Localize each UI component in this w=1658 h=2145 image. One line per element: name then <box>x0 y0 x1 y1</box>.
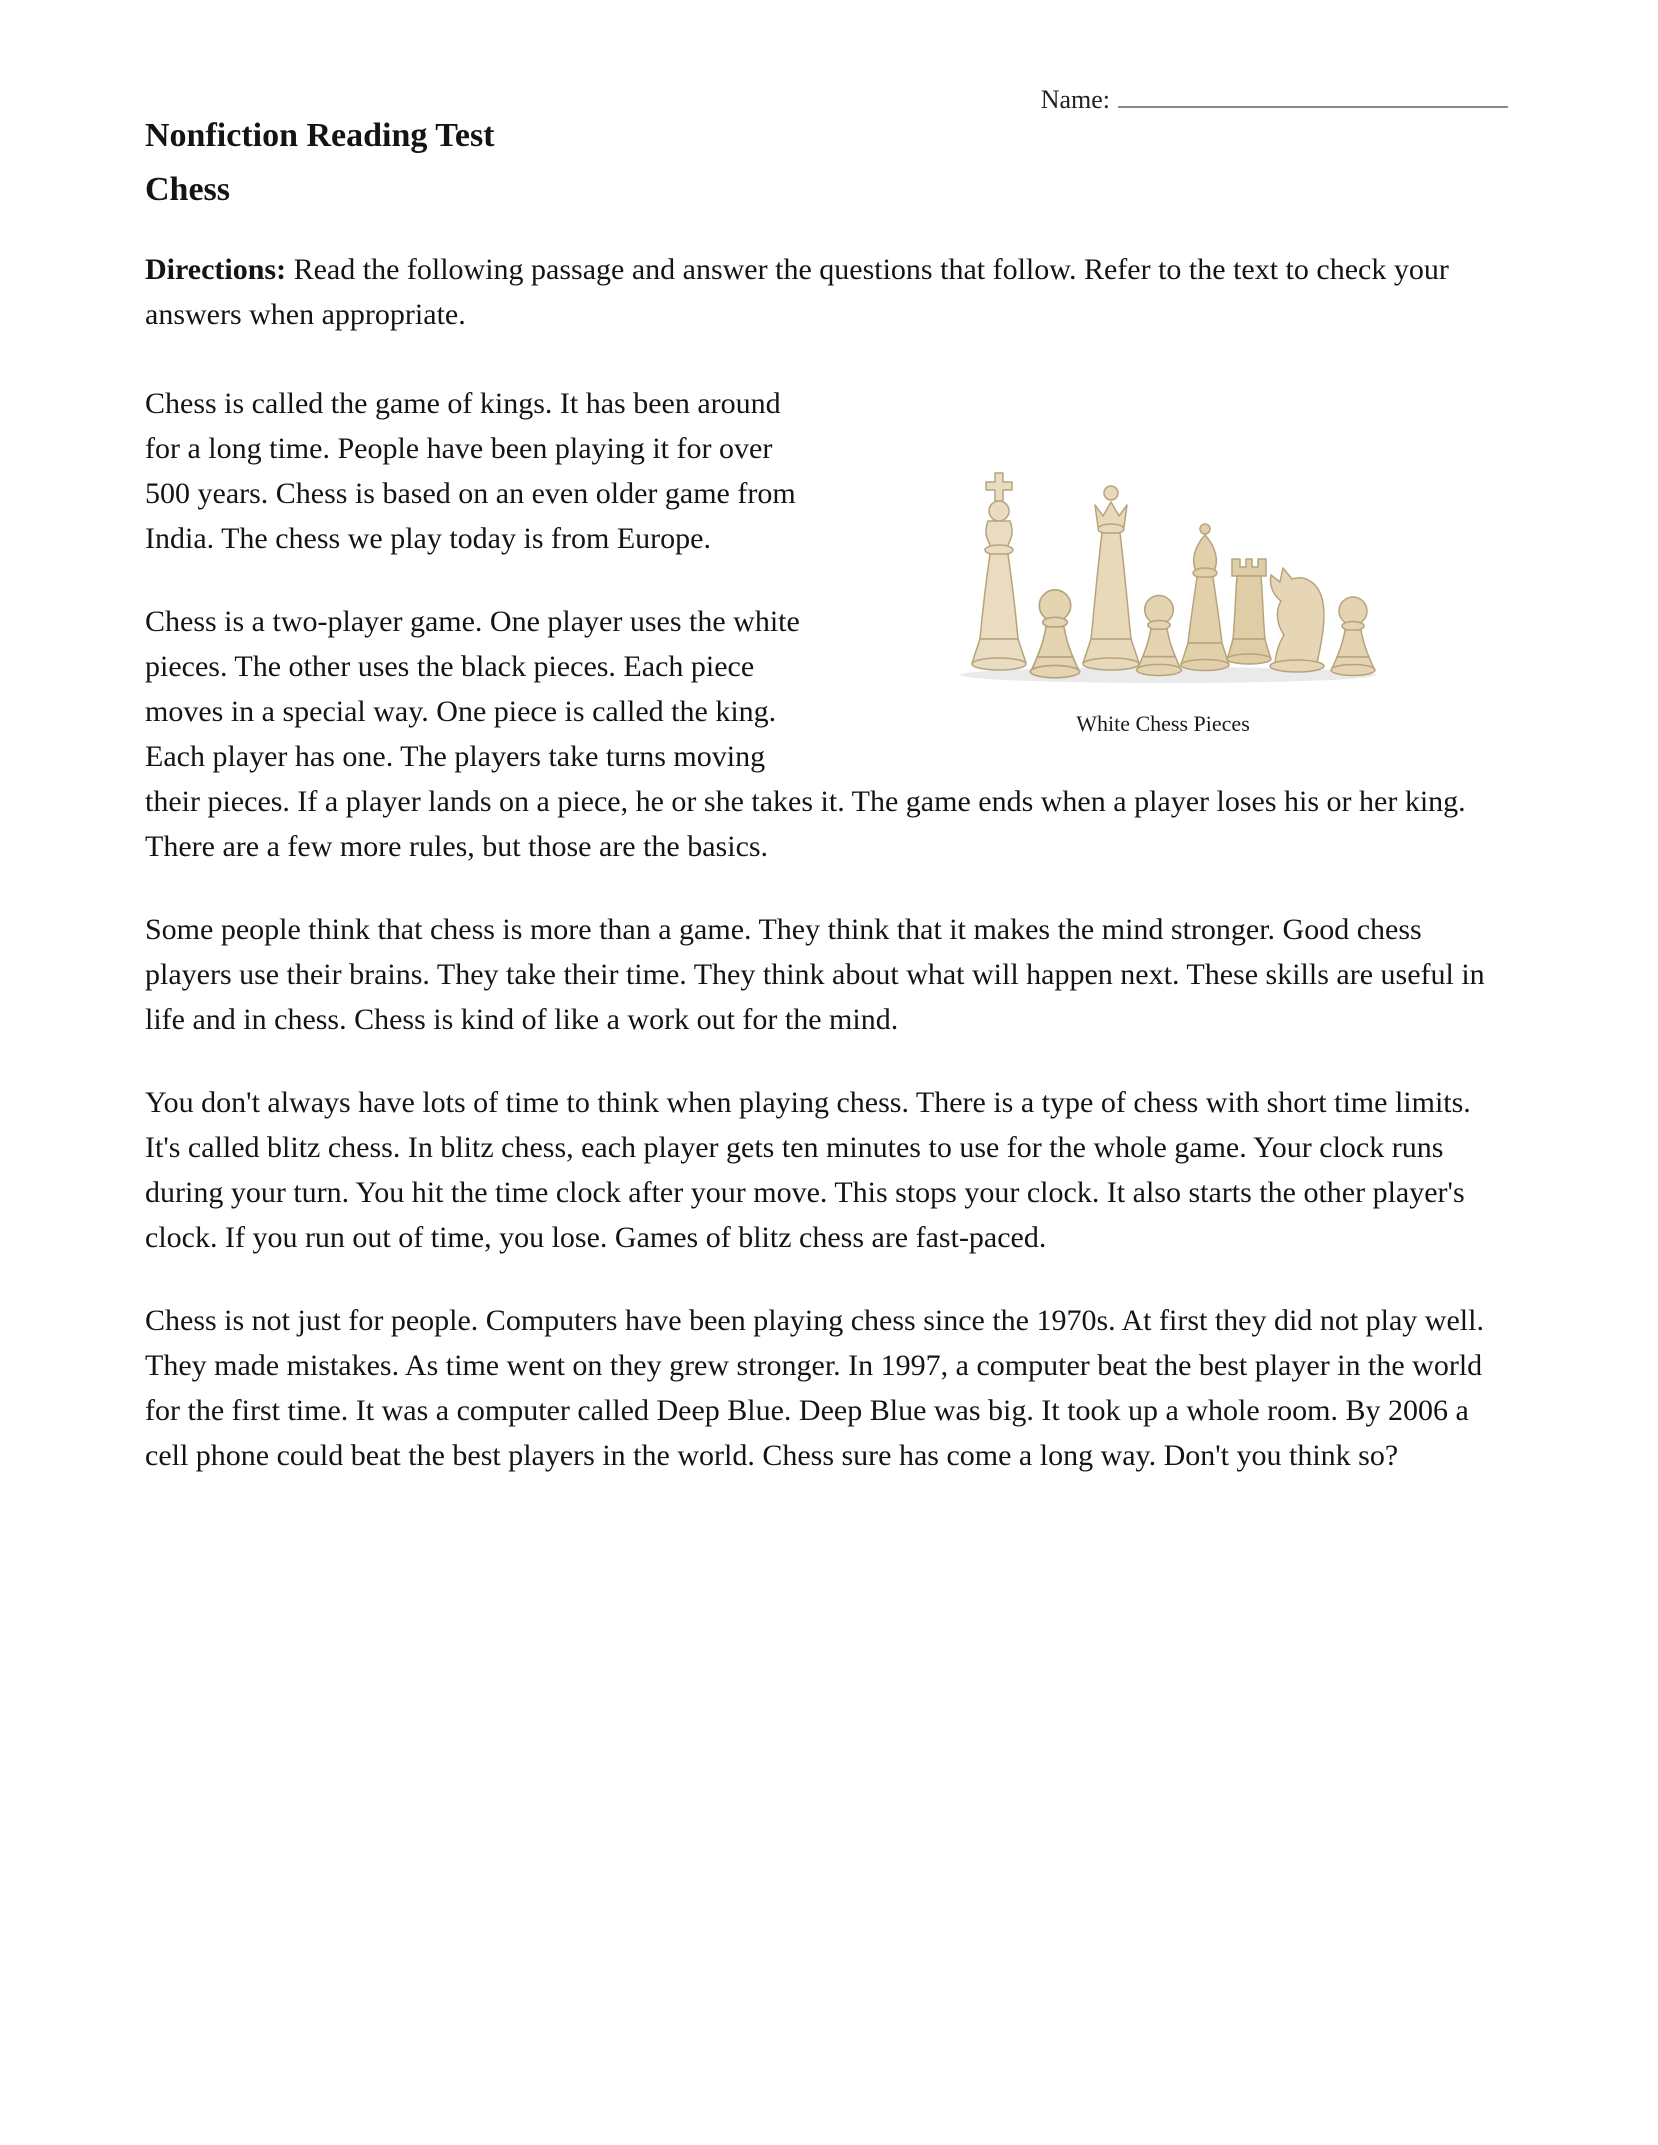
pawn-piece <box>1331 597 1375 676</box>
name-label: Name: <box>1040 85 1110 114</box>
passage-paragraph: Chess is a two-player game. One player uses the white pieces. The other uses the black pieces. Each piece moves in a special way. One piece is called the king. Each player has one. The players take turns moving their pieces. If a player lands on a piece, he or she takes it. The game ends when a player loses his or her king. There are a few more rules, but those are the basics. <box>145 605 1466 863</box>
chess-pieces-figure <box>818 437 1508 738</box>
name-row <box>145 80 1508 115</box>
passage <box>145 381 1508 1478</box>
passage-paragraph: Some people think that chess is more than a game. They think that it makes the mind stronger. Good chess players use their brains. They take their time. They think about what will happen next. These skills are useful in life and in chess. Chess is kind of like a work out for the mind. <box>145 913 1485 1036</box>
queen-piece <box>1083 486 1139 670</box>
name-blank-line <box>1118 80 1508 108</box>
title-block <box>145 119 1508 207</box>
directions-text: Read the following passage and answer the questions that follow. Refer to the text to check your answers when appropriate. <box>145 253 1449 331</box>
king-piece <box>972 473 1026 670</box>
pawn-piece <box>1030 590 1079 678</box>
chess-pieces-image <box>943 437 1383 687</box>
pawn-piece <box>1137 595 1182 675</box>
passage-paragraph: Chess is not just for people. Computers have been playing chess since the 1970s. At first they did not play well. They made mistakes. As time went on they grew stronger. In 1997, a computer beat the best player in the world for the first time. It was a computer called Deep Blue. Deep Blue was big. It took up a whole room. By 2006 a cell phone could beat the best players in the world. Chess sure has come a long way. Don't you think so? <box>145 1304 1484 1472</box>
page-title: Nonfiction Reading Test <box>145 117 495 154</box>
figure-caption: White Chess Pieces <box>1076 711 1250 736</box>
passage-paragraph: Chess is called the game of kings. It has been around for a long time. People have been playing it for over 500 years. Chess is based on an even older game from India. The chess we play today is from Europe. <box>145 387 796 555</box>
directions <box>145 247 1508 337</box>
page-subtitle: Chess <box>145 171 231 208</box>
bishop-piece <box>1181 524 1229 671</box>
directions-label: Directions: <box>145 253 287 286</box>
passage-paragraph: You don't always have lots of time to think when playing chess. There is a type of chess with short time limits. It's called blitz chess. In blitz chess, each player gets ten minutes to use for the whole game. Your clock runs during your turn. You hit the time clock after your move. This stops your clock. It also starts the other player's clock. If you run out of time, you lose. Games of blitz chess are fast-paced. <box>145 1086 1471 1254</box>
knight-piece <box>1270 568 1324 672</box>
rook-piece <box>1227 559 1271 664</box>
